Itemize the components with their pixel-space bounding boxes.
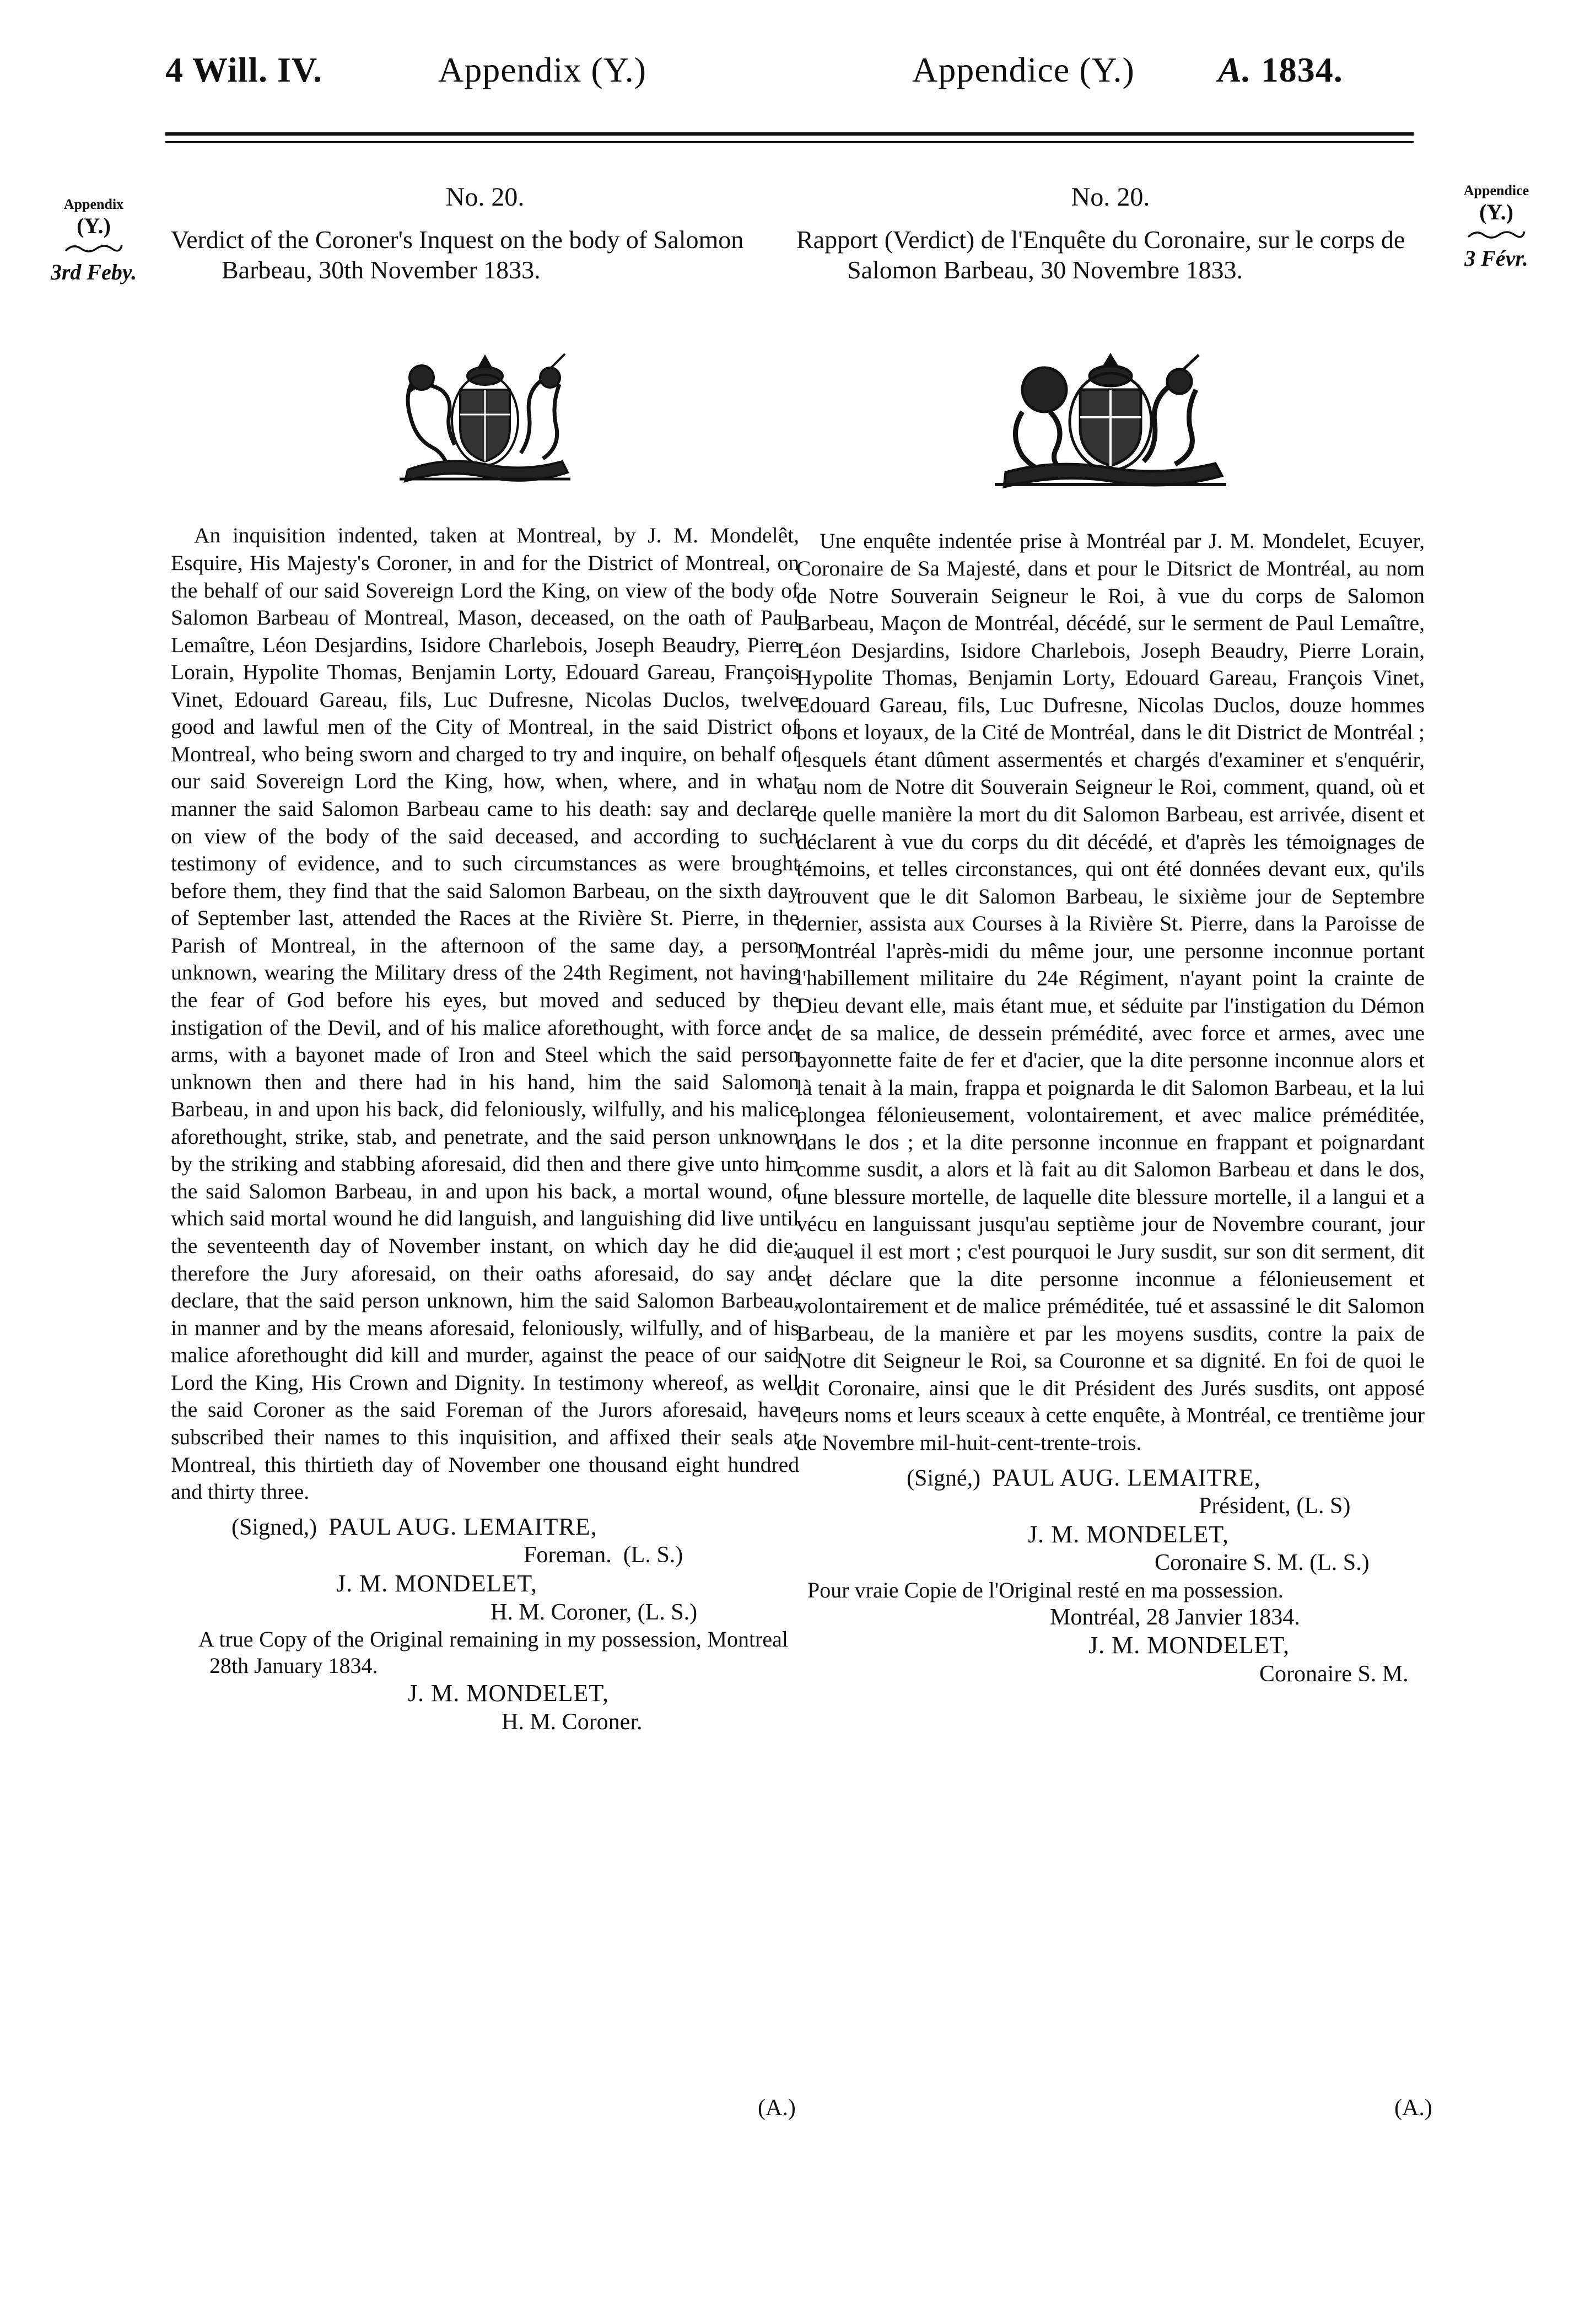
flourish-icon [63, 242, 124, 254]
margin-note-left [28, 196, 160, 286]
year-prefix: A. [1218, 50, 1252, 89]
document-number: No. 20. [445, 182, 525, 212]
coroner-seal: (L. S.) [637, 1599, 698, 1625]
document-number: No. 20. [1071, 182, 1150, 212]
margin-letter: (Y.) [77, 213, 111, 239]
signature-block [171, 1513, 799, 1736]
margin-date: 3 Févr. [1464, 246, 1528, 271]
english-column [171, 182, 799, 1736]
coroner-title: Coronaire S. M. [1155, 1550, 1304, 1576]
signed-label: (Signed,) [231, 1514, 317, 1540]
document-title: Verdict of the Coroner's Inquest on the body of Salomon Barbeau, 30th November 1833. [171, 225, 744, 284]
margin-date: 3rd Feby. [50, 260, 137, 285]
signature-block [796, 1464, 1425, 1688]
copy-coroner-title: Coronaire S. M. [1259, 1661, 1409, 1687]
session-heading: 4 Will. IV. [165, 50, 322, 89]
foreman-seal: (L. S) [1296, 1493, 1351, 1519]
true-copy-note: Pour vraie Copie de l'Original resté en ma possession. [807, 1577, 1284, 1602]
margin-letter: (Y.) [1479, 200, 1513, 225]
header-rule [165, 132, 1414, 136]
year-heading [1218, 50, 1343, 90]
foreman-name: PAUL AUG. LEMAITRE, [992, 1464, 1261, 1491]
coroner-seal: (L. S.) [1309, 1550, 1370, 1576]
appendix-heading-fr: Appendice (Y.) [912, 50, 1135, 89]
footer-mark-left: (A.) [758, 2095, 796, 2121]
foreman-title: Président, [1199, 1493, 1291, 1519]
copy-coroner-name: J. M. MONDELET, [408, 1680, 609, 1707]
margin-label: Appendice [1463, 182, 1529, 198]
royal-arms-icon [386, 351, 584, 483]
coroner-title: H. M. Coroner, [491, 1599, 632, 1625]
foreman-seal: (L. S.) [623, 1542, 683, 1568]
foreman-title: Foreman. [524, 1542, 612, 1568]
inquisition-text: Une enquête indentée prise à Montréal par J. M. Mondelet, Ecuyer, Coronaire de Sa Majesté, dans et pour le Ditsrict de Montréal, au nom de Notre Souverain Seigneur le Roi, à vue du corps de Salomon Barbeau, Maçon de Montréal, décédé, sur le serment de Paul Lemaître, Léon Desjardins, Isidore Charlebois, Joseph Beaudry, Pierre Lorain, Hypolite Thomas, Benjamin Lorty, Edouard Gareau, François Vinet, Edouard Gareau, fils, Luc Dufresne, Nicolas Duclos, douze hommes bons et loyaux, de la Cité de Montréal, dans le dit District de Montréal ; lesquels étant dûment assermentés et chargés d'examiner et s'enquérir, au nom de Notre dit Souverain Seigneur le Roi, comment, quand, où et de quelle manière la mort du dit Salomon Barbeau, est arrivée, disent et déclarent à vue du corps du dit décédé, et d'après les témoignages de témoins, et telles circonstances, qui ont été données devant eux, qu'ils trouvent que le dit Salomon Barbeau, le sixième jour de Septembre dernier, assista aux Courses à la Rivière St. Pierre, dans la Paroisse de Montréal l'après-midi du même jour, une personne inconnue portant l'habillement militaire du 24e Régiment, n'ayant point la crainte de Dieu devant elle, mais étant mue, et séduite par l'instigation du Démon et de sa malice, de dessein prémédité, avec force et armes, avec une bayonnette faite de fer et d'acier, que la dite personne inconnue alors et là tenait à la main, frappa et poignarda le dit Salomon Barbeau, et la lui plongea félonieusement, volontairement, et avec malice préméditée, dans le dos ; et la dite personne inconnue en frappant et poignardant comme susdit, a alors et là fait au dit Salomon Barbeau et dans le dos, une blessure mortelle, de laquelle dite blessure mortelle, il a langui et a vécu en languissant jusqu'au septième jour de Novembre courant, jour auquel il est mort ; c'est pourquoi le Jury susdit, sur son dit serment, dit et déclare que la dite personne inconnue a félonieusement et volontairement et de malice préméditée, tué et assassiné le dit Salomon Barbeau, de la manière et par les moyens susdits, contre la paix de Notre dit Seigneur le Roi, sa Couronne et sa dignité. En foi de quoi le dit Coronaire, ainsi que le dit Président des Jurés susdits, ont apposé leurs noms et leurs sceaux à cette enquête, à Montréal, ce trentième jour de Novembre mil-huit-cent-trente-trois. [796, 529, 1425, 1455]
header-rule-thin [165, 141, 1414, 143]
foreman-name: PAUL AUG. LEMAITRE, [328, 1513, 597, 1540]
document-title: Rapport (Verdict) de l'Enquête du Coronaire, sur le corps de Salomon Barbeau, 30 Novembre 1833. [796, 225, 1405, 284]
appendix-heading-en: Appendix (Y.) [438, 50, 646, 89]
french-column [796, 182, 1425, 1688]
margin-label: Appendix [63, 196, 124, 212]
coroner-name: J. M. MONDELET, [336, 1569, 537, 1597]
true-copy-note: A true Copy of the Original remaining in my possession, Montreal 28th January 1834. [198, 1627, 788, 1678]
royal-arms-icon [984, 351, 1237, 489]
copy-coroner-name: J. M. MONDELET, [1088, 1632, 1290, 1659]
signed-label: (Signé,) [907, 1465, 981, 1491]
flourish-icon [1466, 228, 1527, 240]
footer-mark-right: (A.) [1394, 2095, 1432, 2121]
copy-coroner-title: H. M. Coroner. [502, 1709, 643, 1735]
coroner-name: J. M. MONDELET, [1028, 1520, 1229, 1548]
year-number: 1834. [1260, 50, 1343, 89]
copy-place-date: Montréal, 28 Janvier 1834. [1050, 1604, 1300, 1630]
inquisition-text: An inquisition indented, taken at Montreal, by J. M. Mondelêt, Esquire, His Majesty's Coroner, in and for the District of Montreal, on the behalf of our said Sovereign Lord the King, on view of the body of Salomon Barbeau of Montreal, Mason, deceased, on the oath of Paul Lemaître, Léon Desjardins, Isidore Charlebois, Joseph Beaudry, Pierre Lorain, Hypolite Thomas, Benjamin Lorty, Edouard Gareau, François Vinet, Edouard Gareau, fils, Luc Dufresne, Nicolas Duclos, twelve good and lawful men of the City of Montreal, in the said District of Montreal, who being sworn and charged to try and inquire, on behalf of our said Sovereign Lord the King, how, when, where, and in what manner the said Salomon Barbeau came to his death: say and declare on view of the body of the said deceased, and according to such testimony of evidence, and to such circumstances as were brought before them, they find that the said Salomon Barbeau, on the sixth day of September last, attended the Races at the Rivière St. Pierre, in the Parish of Montreal, in the afternoon of the same day, a person unknown, wearing the Military dress of the 24th Regiment, not having the fear of God before his eyes, but moved and seduced by the instigation of the Devil, and of his malice aforethought, with force and arms, with a bayonet made of Iron and Steel which the said person unknown then and there had in his hand, him the said Salomon Barbeau, in and upon his back, did feloniously, wilfully, and his malice aforethought, strike, stab, and penetrate, and the said person unknown by the striking and stabbing aforesaid, did then and there give unto him the said Salomon Barbeau, in and upon his back, a mortal wound, of which said mortal wound he did languish, and languishing did live until the seventeenth day of November instant, on which day he did die; therefore the Jury aforesaid, on their oaths aforesaid, do say and declare, that the said person unknown, him the said Salomon Barbeau, in manner and by the means aforesaid, feloniously, wilfully, and of his malice aforethought did kill and murder, against the peace of our said Lord the King, His Crown and Dignity. In testimony whereof, as well the said Coroner as the said Foreman of the Jurors aforesaid, have subscribed their names to this inquisition, and affixed their seals at Montreal, this thirtieth day of November one thousand eight hundred and thirty three. [171, 523, 799, 1504]
margin-note-right [1430, 182, 1562, 272]
